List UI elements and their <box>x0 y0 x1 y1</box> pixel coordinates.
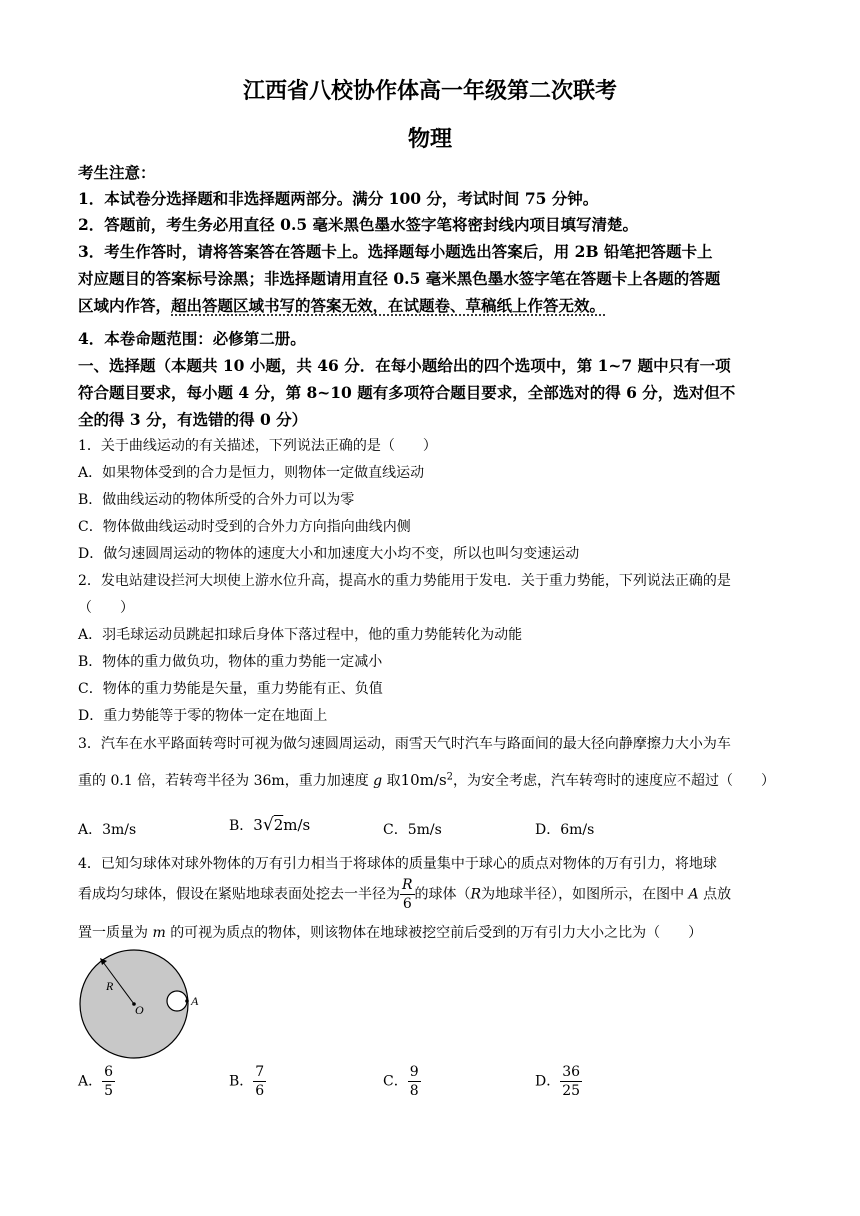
question-2-option-a: A．羽毛球运动员跳起扣球后身体下落过程中，他的重力势能转化为动能 <box>78 627 523 643</box>
question-4-stem-line-1: 4．已知匀球体对球外物体的万有引力相当于将球体的质量集中于球心的质点对物体的万有引力，将地球 <box>78 856 717 872</box>
question-2-stem-line-2: （ ） <box>78 600 134 616</box>
question-3-stem-line-1: 3．汽车在水平路面转弯时可视为做匀速圆周运动，雨雪天气时汽车与路面间的最大径向静摩擦力大小为车 <box>78 736 731 752</box>
question-4-m-symbol: m <box>152 925 166 941</box>
question-3-option-c: C．5m/s <box>383 822 442 838</box>
sqrt-sign-icon: √ <box>262 815 274 835</box>
question-4-option-c <box>383 1063 421 1100</box>
question-4-stem-text-e: 置一质量为 <box>78 925 148 941</box>
question-1-option-b: B．做曲线运动的物体所受的合外力可以为零 <box>78 492 355 508</box>
question-3-option-b-radicand: 2 <box>273 816 284 834</box>
question-3-stem-text-c: ，为安全考虑，汽车转弯时的速度应不超过（ ） <box>453 773 776 789</box>
note-3-line-1: 3．考生作答时，请将答案答在答题卡上。选择题每小题选出答案后，用 2B 铅笔把答题卡上 <box>78 242 713 261</box>
option-label: C． <box>383 1073 408 1090</box>
question-4-radius-fraction <box>400 876 415 913</box>
question-1-option-a: A．如果物体受到的合力是恒力，则物体一定做直线运动 <box>78 465 425 481</box>
fraction-denominator: 8 <box>409 1083 419 1099</box>
question-3-stem-line-2 <box>78 770 775 790</box>
option-fraction <box>408 1063 421 1100</box>
fraction-numerator: 36 <box>562 1064 581 1080</box>
note-3-line-3-start: 区域内作答， <box>78 296 172 315</box>
question-4-option-a <box>78 1063 115 1100</box>
question-3-option-b-coefficient: 3 <box>253 816 263 834</box>
question-4-stem-text-f: 的可视为质点的物体，则该物体在地球被挖空前后受到的万有引力大小之比为（ ） <box>170 925 703 941</box>
fraction-numerator: 9 <box>409 1064 419 1080</box>
note-3-line-3 <box>78 294 605 316</box>
question-1-option-d: D．做匀速圆周运动的物体的速度大小和加速度大小均不变，所以也叫匀变速运动 <box>78 546 580 562</box>
label-R: R <box>106 979 114 993</box>
question-3-option-b <box>229 815 310 835</box>
fraction-denominator: 6 <box>255 1083 265 1099</box>
question-1-option-c: C．物体做曲线运动时受到的合外力方向指向曲线内侧 <box>78 519 411 535</box>
question-3-option-a: A．3m/s <box>78 822 137 838</box>
question-3-option-b-unit: m/s <box>283 816 311 834</box>
question-2-option-d: D．重力势能等于零的物体一定在地面上 <box>78 708 328 724</box>
fraction-denominator: 5 <box>104 1083 114 1099</box>
question-4-stem-line-2 <box>78 876 731 913</box>
fraction-denominator: 6 <box>402 896 412 912</box>
exam-title: 江西省八校协作体高一年级第二次联考 <box>242 78 617 104</box>
question-3-option-d: D．6m/s <box>535 822 595 838</box>
question-4-stem-line-3 <box>78 922 702 942</box>
question-2-option-b: B．物体的重力做负功，物体的重力势能一定减小 <box>78 654 383 670</box>
note-1: 1．本试卷分选择题和非选择题两部分。满分 100 分，考试时间 75 分钟。 <box>78 189 599 208</box>
question-4-stem-text-b: 的球体（ <box>414 886 471 903</box>
label-O: O <box>135 1003 144 1017</box>
question-4-stem-text-a: 看成均匀球体，假设在紧贴地球表面处挖去一半径为 <box>78 886 400 903</box>
option-fraction <box>102 1063 115 1100</box>
question-3-g-exponent: 2 <box>446 771 454 783</box>
note-4: 4．本卷命题范围：必修第二册。 <box>78 329 306 348</box>
question-4-stem-text-d: 点放 <box>703 886 732 903</box>
subject-title: 物理 <box>407 126 452 152</box>
note-3-line-2: 对应题目的答案标号涂黑；非选择题请用直径 0.5 毫米黑色墨水签字笔在答题卡上各题的答题 <box>78 269 721 288</box>
section-1-line-2: 符合题目要求，每小题 4 分，第 8~10 题有多项符合题目要求，全部选对的得 6 分，选对但不 <box>78 383 736 402</box>
point-a <box>185 999 189 1003</box>
earth-diagram <box>74 948 204 1060</box>
fraction-numerator: R <box>402 877 413 893</box>
question-3-stem-text-a: 重的 0.1 倍，若转弯半径为 36m，重力加速度 <box>78 773 369 789</box>
question-2-option-c: C．物体的重力势能是矢量，重力势能有正、负值 <box>78 681 383 697</box>
section-1-line-3: 全的得 3 分，有选错的得 0 分） <box>78 410 308 429</box>
question-4-R-symbol: R <box>470 886 482 903</box>
question-3-g-symbol: g <box>373 773 383 789</box>
label-A: A <box>191 994 199 1008</box>
question-4-stem-text-c: 为地球半径），如图所示，在图中 <box>481 886 685 903</box>
question-4-option-d <box>535 1063 582 1100</box>
fraction-numerator: 6 <box>104 1064 114 1080</box>
note-2: 2．答题前，考生务必用直径 0.5 毫米黑色墨水签字笔将密封线内项目填写清楚。 <box>78 215 639 234</box>
question-3-option-b-label: B． <box>229 818 254 834</box>
notes-heading: 考生注意： <box>78 163 156 182</box>
section-1-line-1: 一、选择题（本题共 10 小题，共 46 分．在每小题给出的四个选项中，第 1~7 题中只有一项 <box>78 356 731 375</box>
question-3-stem-text-b: 取 <box>386 773 401 789</box>
option-label: B． <box>229 1073 254 1090</box>
cavity-circle <box>167 991 187 1011</box>
question-3-g-value: 10m/s <box>400 771 447 789</box>
fraction-denominator: 25 <box>562 1083 581 1099</box>
question-1-stem: 1．关于曲线运动的有关描述，下列说法正确的是（ ） <box>78 438 437 454</box>
option-label: D． <box>535 1073 561 1090</box>
question-4-A-symbol: A <box>688 886 699 903</box>
option-label: A． <box>78 1073 103 1090</box>
option-fraction <box>253 1063 266 1100</box>
fraction-numerator: 7 <box>255 1064 265 1080</box>
question-4-option-b <box>229 1063 266 1100</box>
question-2-stem-line-1: 2．发电站建设拦河大坝使上游水位升高，提高水的重力势能用于发电．关于重力势能，下列说法正确的是 <box>78 573 731 589</box>
note-3-emphasis: 超出答题区域书写的答案无效，在试题卷、草稿纸上作答无效。 <box>171 296 606 315</box>
option-fraction <box>560 1063 582 1100</box>
